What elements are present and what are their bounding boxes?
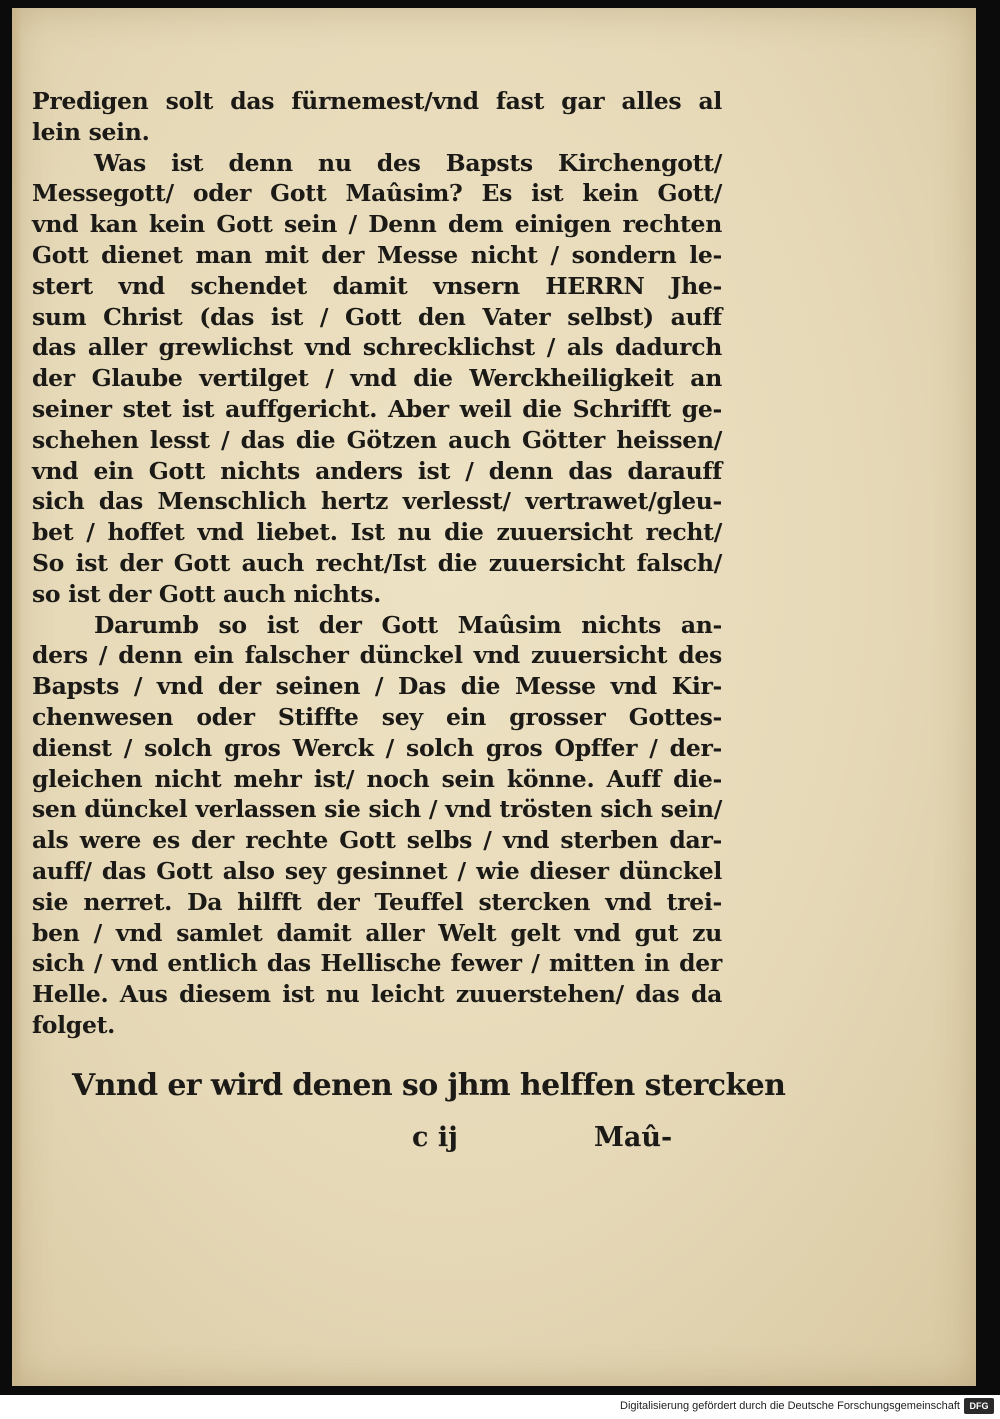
- text-line: chenwesen oder Stiffte sey ein grosser Gottes-: [32, 702, 722, 731]
- text-line: gleichen nicht mehr ist/ noch sein könne. Auff die-: [32, 764, 722, 793]
- text-line: sen dünckel verlassen sie sich / vnd trösten sich sein/: [32, 795, 722, 824]
- text-line: sum Christ (das ist / Gott den Vater selbst) auff: [32, 302, 722, 331]
- text-line: folget.: [32, 1010, 116, 1039]
- text-line: so ist der Gott auch nichts.: [32, 579, 382, 608]
- book-page: [12, 8, 976, 1386]
- text-line: schehen lesst / das die Götzen auch Götter heissen/: [32, 425, 722, 454]
- text-line: auff/ das Gott also sey gesinnet / wie dieser dünckel: [32, 856, 722, 885]
- page-text-block: [32, 86, 722, 1041]
- text-line: Was ist denn nu des Bapsts Kirchengott/: [94, 148, 722, 177]
- text-line: als were es der rechte Gott selbs / vnd sterben dar-: [32, 826, 722, 855]
- text-line: ben / vnd samlet damit aller Welt gelt vnd gut zu: [32, 918, 722, 947]
- text-line: So ist der Gott auch recht/Ist die zuuersicht falsch/: [32, 548, 722, 577]
- signature-mark: c ij: [412, 1122, 458, 1153]
- text-line: vnd ein Gott nichts anders ist / denn das darauff: [32, 456, 722, 485]
- page-spine-shadow: [12, 8, 22, 1386]
- text-line: sie nerret. Da hilfft der Teuffel stercken vnd trei-: [32, 887, 722, 916]
- text-line: das aller grewlichst vnd schrecklichst / als dadurch: [32, 333, 722, 362]
- text-line: seiner stet ist auffgericht. Aber weil die Schrifft ge-: [32, 394, 722, 423]
- text-line: ders / denn ein falscher dünckel vnd zuuersicht des: [32, 641, 722, 670]
- funding-credit: Digitalisierung gefördert durch die Deutsche Forschungsgemeinschaft: [620, 1400, 960, 1412]
- text-line: Darumb so ist der Gott Maûsim nichts an-: [94, 610, 722, 639]
- text-line: Gott dienet man mit der Messe nicht / sondern le-: [32, 240, 722, 269]
- text-line: Messegott/ oder Gott Maûsim? Es ist kein Gott/: [32, 179, 722, 208]
- catchword-line: Vnnd er wird denen so jhm helffen stercken: [72, 1068, 786, 1103]
- text-line: bet / hoffet vnd liebet. Ist nu die zuuersicht recht/: [32, 518, 722, 547]
- text-line: stert vnd schendet damit vnsern HERRN Jhe-: [32, 271, 722, 300]
- text-line: Bapsts / vnd der seinen / Das die Messe vnd Kir-: [32, 672, 722, 701]
- footer-bar: [0, 1395, 1000, 1419]
- text-line: der Glaube vertilget / vnd die Werckheiligkeit an: [32, 364, 722, 393]
- text-line: vnd kan kein Gott sein / Denn dem einigen rechten: [32, 210, 722, 239]
- text-line: Predigen solt das fürnemest/vnd fast gar alles al: [32, 87, 722, 115]
- text-line: sich / vnd entlich das Hellische fewer / mitten in der: [32, 949, 722, 978]
- text-line: Helle. Aus diesem ist nu leicht zuuerstehen/ das da: [32, 980, 722, 1009]
- text-line: dienst / solch gros Werck / solch gros Opffer / der-: [32, 733, 722, 762]
- dfg-logo-icon: DFG: [964, 1398, 994, 1414]
- next-page-catchword: Maû-: [594, 1122, 673, 1153]
- text-line: sich das Menschlich hertz verlesst/ vertrawet/gleu-: [32, 487, 722, 516]
- text-line: lein sein.: [32, 117, 150, 146]
